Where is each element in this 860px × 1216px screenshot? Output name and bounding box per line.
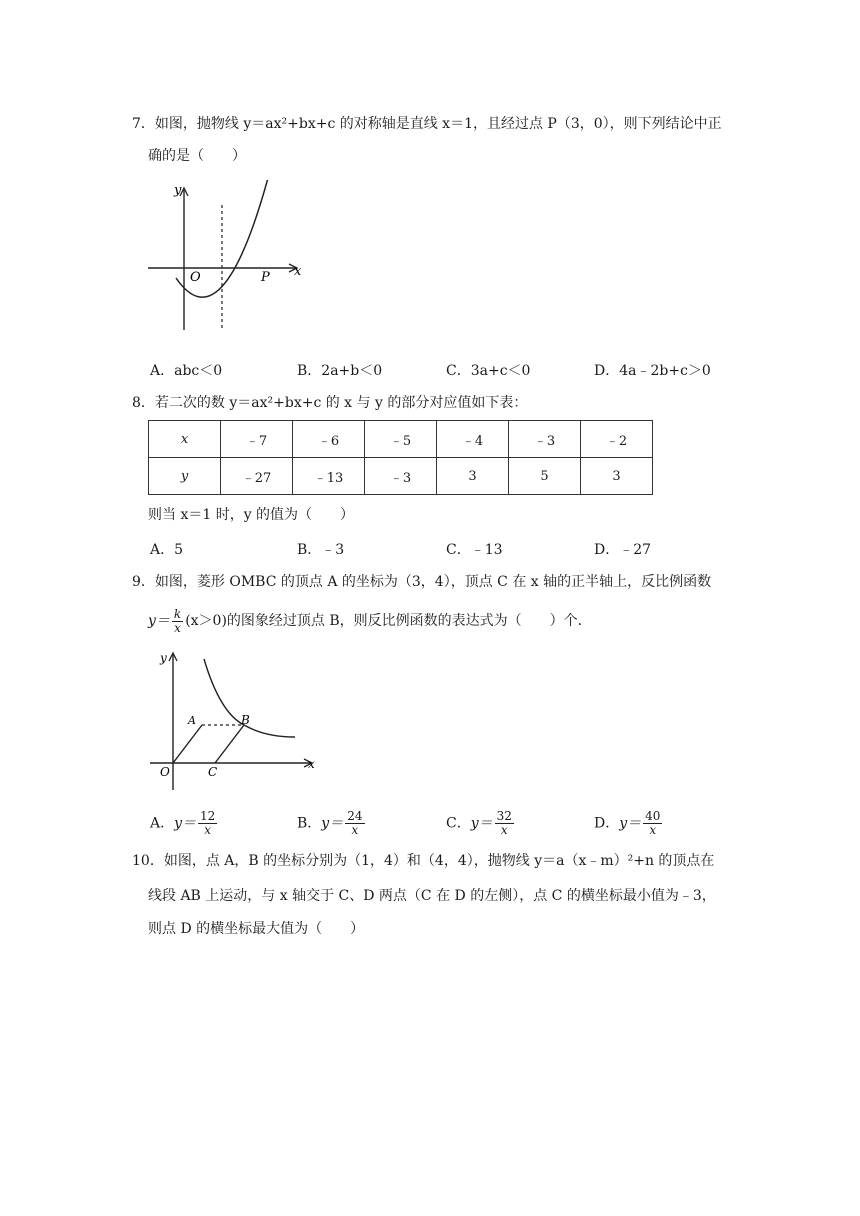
table-cell: 3 [437,458,509,495]
q9-rhombus-figure [140,645,330,795]
fraction-denominator: x [204,823,212,837]
table-cell: ﹣2 [581,421,653,458]
q9-option-c [446,810,516,837]
q9-line-1: 9．如图，菱形 OMBC 的顶点 A 的坐标为（3，4），顶点 C 在 x 轴的正半轴上，反比例函数 [132,574,712,590]
table-cell: ﹣5 [365,421,437,458]
q7-parabola-figure [140,180,310,340]
q7-option-a: A．abc＜0 [150,363,223,379]
option-label: A． [150,815,175,832]
table-cell: ﹣3 [365,458,437,495]
fraction-denominator: x [649,823,657,837]
q9-fig-y: y [160,651,167,665]
fraction-numerator: k [173,606,182,621]
table-cell: 5 [509,458,581,495]
table-cell: x [149,421,221,458]
q10-line-1: 10．如图，点 A，B 的坐标分别为（1，4）和（4，4），抛物线 y＝a（x﹣m）²+n 的顶点在 [132,853,715,869]
q9-line-2-suffix: (x＞0)的图象经过顶点 B，则反比例函数的表达式为（ ）个． [185,613,592,629]
option-prefix: y＝ [470,815,493,832]
q8-option-a: A．5 [150,542,184,558]
q9-option-d [594,810,664,837]
option-label: D． [594,815,620,832]
option-fraction [345,810,364,837]
option-fraction [198,810,217,837]
table-cell: ﹣7 [221,421,293,458]
option-label: C． [446,815,471,832]
fraction-denominator: x [500,823,508,837]
fraction-numerator: 40 [645,809,661,823]
q9-line-2 [148,606,592,636]
fraction-numerator: 32 [496,809,512,823]
q10-line-3: 则点 D 的横坐标最大值为（ ） [148,921,365,937]
option-prefix: y＝ [174,815,197,832]
q10-line-2: 线段 AB 上运动，与 x 轴交于 C、D 两点（C 在 D 的左侧），点 C 的横坐标最小值为﹣3， [148,888,716,904]
option-fraction [495,810,514,837]
q7-fig-y: y [174,183,182,198]
option-prefix: y＝ [321,815,344,832]
q9-fig-o: O [160,765,170,779]
option-fraction [643,810,662,837]
q8-line-1: 8．若二次的数 y＝ax²+bx+c 的 x 与 y 的部分对应值如下表： [132,395,528,411]
table-cell: y [149,458,221,495]
option-prefix: y＝ [619,815,642,832]
option-label: B． [297,815,322,832]
q9-fig-x: x [308,757,315,771]
table-row [149,458,653,495]
table-cell: ﹣4 [437,421,509,458]
q9-fig-b: B [241,713,250,727]
q9-option-b [297,810,367,837]
table-row [149,421,653,458]
q8-option-b: B．﹣3 [297,542,345,558]
fraction-numerator: 12 [200,809,216,823]
q7-fig-o: O [190,270,201,285]
fraction-numerator: 24 [347,809,363,823]
fraction-denominator: x [351,823,359,837]
q9-line-2-prefix: y＝ [148,613,170,629]
q9-fig-c: C [208,765,218,779]
q7-option-b: B．2a+b＜0 [297,363,383,379]
q7-option-d: D．4a﹣2b+c＞0 [594,363,711,379]
table-cell: 3 [581,458,653,495]
q8-value-table [148,420,653,495]
q7-fig-p: P [261,270,270,285]
q8-option-c: C．﹣13 [446,542,503,558]
fraction-denominator: x [174,620,181,635]
table-cell: ﹣6 [293,421,365,458]
q7-line-2: 确的是（ ） [148,148,246,164]
q8-line-2: 则当 x＝1 时，y 的值为（ ） [148,507,355,523]
q9-fig-a: A [188,714,196,727]
q9-option-a [150,810,219,837]
q9-fraction [172,608,183,635]
q7-option-c: C．3a+c＜0 [446,363,531,379]
q7-line-1: 7．如图，抛物线 y＝ax²+bx+c 的对称轴是直线 x＝1，且经过点 P（3，0），则下列结论中正 [132,116,722,132]
table-cell: ﹣13 [293,458,365,495]
table-cell: ﹣3 [509,421,581,458]
q8-option-d: D．﹣27 [594,542,652,558]
table-cell: ﹣27 [221,458,293,495]
q7-fig-x: x [294,264,302,279]
